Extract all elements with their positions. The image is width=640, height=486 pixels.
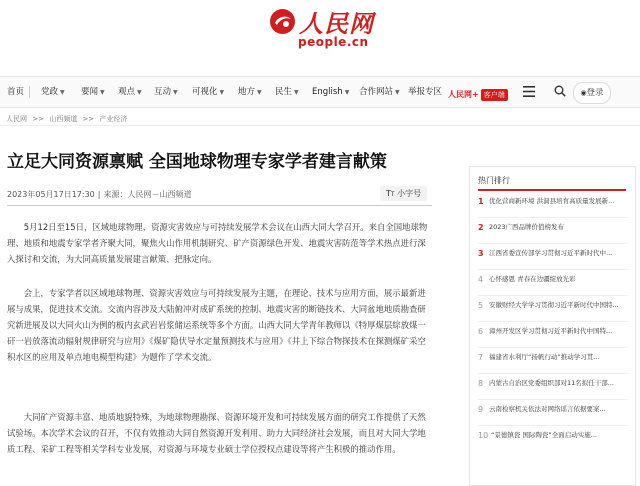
nav-item-party[interactable]: 党政 ▼ xyxy=(41,87,65,97)
article-paragraph: 5月12日至15日，区域地球物理、资源灾害效应与可持续发展学术会议在山西大同大学召开。来自全国地球物理、地质和地震专家学者齐聚大同，聚焦火山作用机制研究、矿产资源绿色开发、地震灾害防范等学术热点进行深入探讨和交流，为大同高质量发展建言献策、把脉定向。 xyxy=(7,222,428,264)
font-size-toggle[interactable]: TT 小字号 xyxy=(380,186,427,201)
nav-item-partners[interactable]: 合作网站 ▼ xyxy=(359,87,400,97)
chevron-down-icon: ▼ xyxy=(173,89,178,96)
login-button[interactable]: ◉登录 xyxy=(573,82,611,104)
divider xyxy=(478,189,626,191)
breadcrumb-section[interactable]: 产业经济 xyxy=(99,115,128,123)
nav-item-opinion[interactable]: 观点 ▼ xyxy=(118,87,142,97)
divider xyxy=(478,269,628,270)
article-title: 立足大同资源禀赋 全国地球物理专家学者建言献策 xyxy=(7,152,387,172)
divider xyxy=(478,295,628,296)
nav-item-visual[interactable]: 可视化 ▼ xyxy=(192,87,225,97)
article-paragraph: 大同矿产资源丰富、地质地貌特殊，为地球物理勘探、资源环境开发和可持续发展方面的研究工作提供了天然试验场。本次学术会议的召开，不仅有效推动大同自然资源开发利用、助力大同经济社会发展，而且对大同大学地质工程、采矿工程等相关学科专业发展，对资源与环境专业硕士学位授权点建设等将产生积极的推动作用。 xyxy=(7,412,426,454)
app-brand-name: 人民网+ xyxy=(448,90,479,99)
nav-item-news[interactable]: 要闻 ▼ xyxy=(81,87,105,97)
divider xyxy=(478,217,628,218)
logo-text-cn[interactable]: 人民网 xyxy=(299,9,374,38)
nav-item-livelihood[interactable]: 民生 ▼ xyxy=(275,87,299,97)
divider xyxy=(7,205,432,206)
meta-separator: | xyxy=(97,190,101,199)
nav-item-interact[interactable]: 互动 ▼ xyxy=(154,87,178,97)
breadcrumb xyxy=(6,114,130,124)
hot-item[interactable]: 3 江西省委宣传部学习贯彻习近平新时代中... xyxy=(478,249,613,258)
chevron-down-icon: ▼ xyxy=(344,89,350,96)
hot-ranking-panel xyxy=(469,166,636,486)
breadcrumb-separator: >> xyxy=(82,115,95,123)
menu-icon[interactable] xyxy=(523,86,535,97)
hot-item[interactable]: 9 云南检察机关依法对网络谣言依据要案... xyxy=(478,405,606,414)
breadcrumb-separator: >> xyxy=(32,115,44,123)
hot-item[interactable]: 4 心怀感恩 青春在边疆绽放光彩 xyxy=(478,275,576,284)
people-logo-icon[interactable] xyxy=(269,8,296,35)
hot-ranking-title: 热门排行 xyxy=(478,176,510,185)
nav-divider xyxy=(29,86,30,98)
hot-item[interactable]: 8 内蒙古自治区党委组织部对11名拟任干部... xyxy=(478,379,614,388)
divider xyxy=(0,125,640,126)
chevron-down-icon: ▼ xyxy=(294,89,299,96)
chevron-down-icon: ▼ xyxy=(137,89,142,96)
chevron-down-icon: ▼ xyxy=(257,89,262,96)
article-paragraph: 会上，专家学者以区域地球物理、资源灾害效应与可持续发展为主题，在理论、技术与应用方面，展示最新进展与成果，促进技术交流。交流内容涉及大陆俯冲对成矿系统的控制、地震灾害的断链技术、大同盆地地质勘查研究新进展及以大同火山为例的板内玄武岩岩浆储运系统等多个方面。山西大同大学青年教师以《特厚煤层綜放煤一矸一岩放落流动辐射规律研究与应用》《煤矿隐伏导水定量预测技术与应用》《井上下综合物探技术在探测煤矿采空积水区的应用及单点地电模型构建》为题作了学术交流。 xyxy=(7,288,426,362)
nav-item-home[interactable]: 首页 xyxy=(7,87,25,97)
user-icon: ◉ xyxy=(580,89,587,97)
divider xyxy=(478,425,628,426)
article-meta xyxy=(7,189,191,200)
divider xyxy=(478,321,628,322)
chevron-down-icon: ▼ xyxy=(100,89,105,96)
divider xyxy=(478,243,628,244)
article-source[interactable]: 来源：人民网－山西频道 xyxy=(103,190,192,199)
nav-item-english[interactable]: English ▼ xyxy=(312,87,350,97)
hot-item[interactable]: 1 优化营商新环境 洪洞县培育高质量发展新... xyxy=(478,197,615,206)
chevron-down-icon: ▼ xyxy=(60,89,65,96)
breadcrumb-home[interactable]: 人民网 xyxy=(6,115,27,123)
hot-item[interactable]: 2 2023广西品牌价值榜发布 xyxy=(478,223,565,232)
divider xyxy=(478,399,628,400)
app-brand-tag: 客户端 xyxy=(481,89,508,101)
site-header xyxy=(0,0,640,74)
text-size-icon: T xyxy=(386,189,391,198)
hot-item[interactable]: 7 福建省水利厅“扬帆行动”推动学习贯... xyxy=(478,353,600,362)
hot-item[interactable]: 10 “景德镇瓷 国际陶瓷”全面启动实施... xyxy=(478,431,597,440)
hot-item[interactable]: 5 安徽财经大学学习贯彻习近平新时代中国特... xyxy=(478,301,619,310)
search-icon[interactable] xyxy=(554,85,566,97)
divider xyxy=(478,373,628,374)
divider xyxy=(478,347,628,348)
nav-item-report[interactable]: 举报专区 xyxy=(408,87,443,97)
hot-item[interactable]: 6 漳州开发区学习贯彻习近平新时代中国特... xyxy=(478,327,613,336)
chevron-down-icon: ▼ xyxy=(219,89,225,96)
chevron-down-icon: ▼ xyxy=(395,89,400,96)
breadcrumb-channel[interactable]: 山西频道 xyxy=(49,115,78,123)
app-brand-link[interactable] xyxy=(448,84,508,100)
main-nav xyxy=(0,76,640,108)
article-datetime: 2023年05月17日17:30 xyxy=(7,190,95,199)
logo-text-en[interactable]: people.cn xyxy=(298,35,369,49)
nav-item-local[interactable]: 地方 ▼ xyxy=(238,87,262,97)
